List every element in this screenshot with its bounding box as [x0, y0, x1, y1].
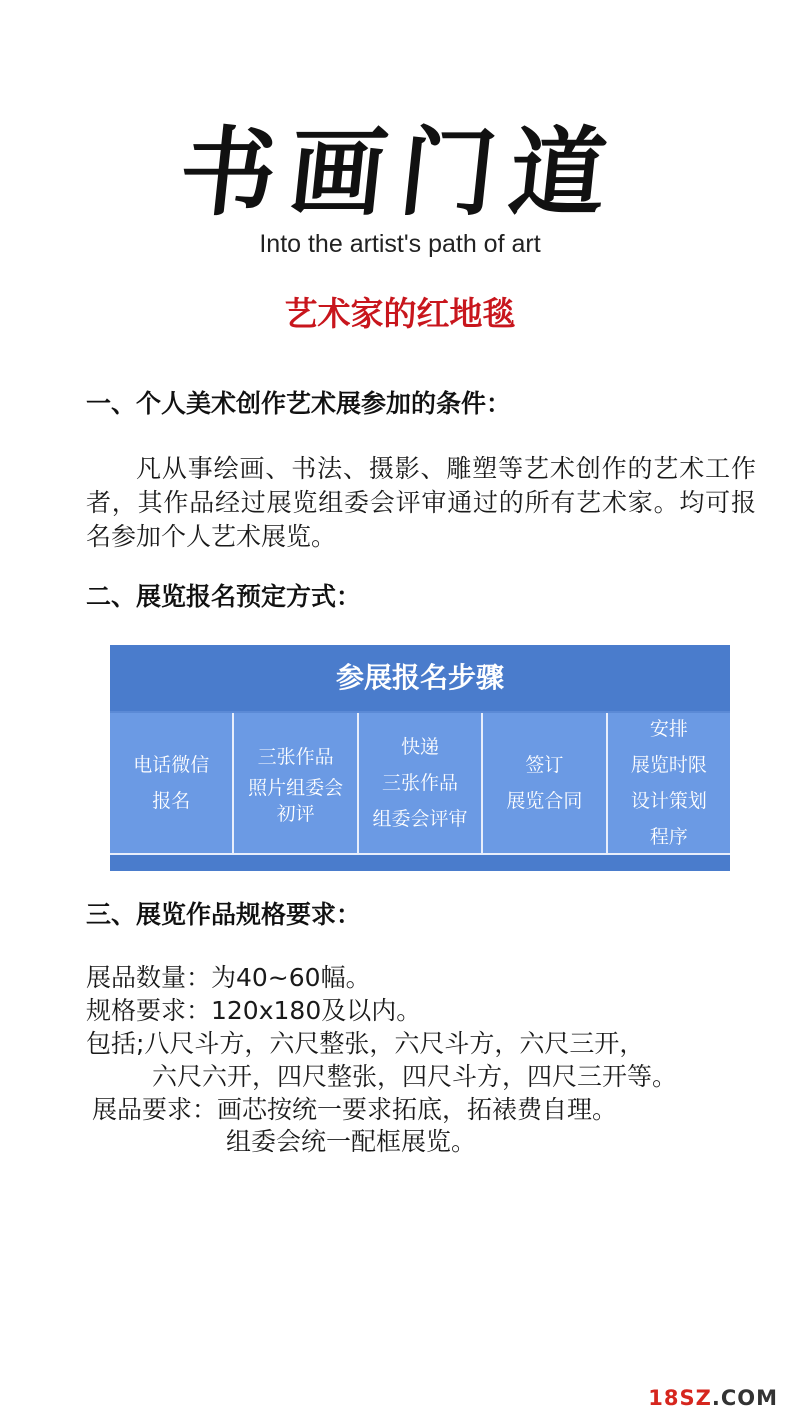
step-5-line-1: 安排 [649, 718, 688, 740]
step-4-line-2: 展览合同 [506, 790, 583, 812]
spec-line-requirements-cont: 组委会统一配框展览。 [226, 1127, 477, 1156]
spec-line-formats-cont: 六尺六开，四尺整张，四尺斗方，四尺三开等。 [152, 1062, 678, 1091]
spec-line-size: 规格要求：120x180及以内。 [86, 996, 422, 1025]
step-5-line-3: 设计策划 [630, 790, 707, 812]
step-2-line-1: 三张作品 [257, 746, 334, 768]
steps-table [110, 645, 730, 869]
step-cell-4 [481, 713, 605, 853]
section-1-paragraph: 凡从事绘画、书法、摄影、雕塑等艺术创作的艺术工作者，其作品经过展览组委会评审通过的所有艺术家。均可报名参加个人艺术展览。 [86, 454, 756, 551]
step-cell-2 [232, 713, 356, 853]
step-4-line-1: 签订 [525, 754, 564, 776]
step-2-line-3: 初评 [276, 803, 315, 825]
logo-subtitle: Into the artist's path of art [259, 230, 541, 258]
spec-line-requirements: 展品要求：画芯按统一要求拓底，拓裱费自理。 [92, 1095, 618, 1124]
step-cell-3 [357, 713, 481, 853]
step-3-line-1: 快递 [401, 736, 440, 758]
watermark-suffix: .COM [711, 1386, 778, 1410]
step-2-line-2: 照片组委会 [248, 777, 344, 799]
steps-table-footer-bar [110, 853, 730, 871]
step-1-line-2: 报名 [152, 790, 191, 812]
spec-line-formats: 包括;八尺斗方，六尺整张，六尺斗方，六尺三开， [86, 1029, 645, 1058]
step-1-line-1: 电话微信 [133, 754, 210, 776]
section-1-heading: 一、个人美术创作艺术展参加的条件： [86, 389, 512, 418]
step-cell-1 [110, 713, 232, 853]
step-cell-5 [606, 713, 730, 853]
section-3-heading: 三、展览作品规格要求： [86, 900, 362, 929]
spec-line-quantity: 展品数量：为40~60幅。 [86, 963, 371, 992]
steps-table-title: 参展报名步骤 [110, 645, 730, 711]
step-5-line-4: 程序 [649, 826, 688, 848]
watermark-logo [648, 1386, 778, 1410]
page-title: 艺术家的红地毯 [284, 294, 516, 333]
steps-row [110, 713, 730, 853]
logo-calligraphy-title: 书画门道 [174, 116, 626, 229]
section-2-heading: 二、展览报名预定方式： [86, 582, 362, 611]
step-5-line-2: 展览时限 [630, 754, 707, 776]
watermark-number: 18SZ [648, 1386, 712, 1410]
step-3-line-2: 三张作品 [382, 772, 459, 794]
step-3-line-3: 组委会评审 [372, 808, 468, 830]
